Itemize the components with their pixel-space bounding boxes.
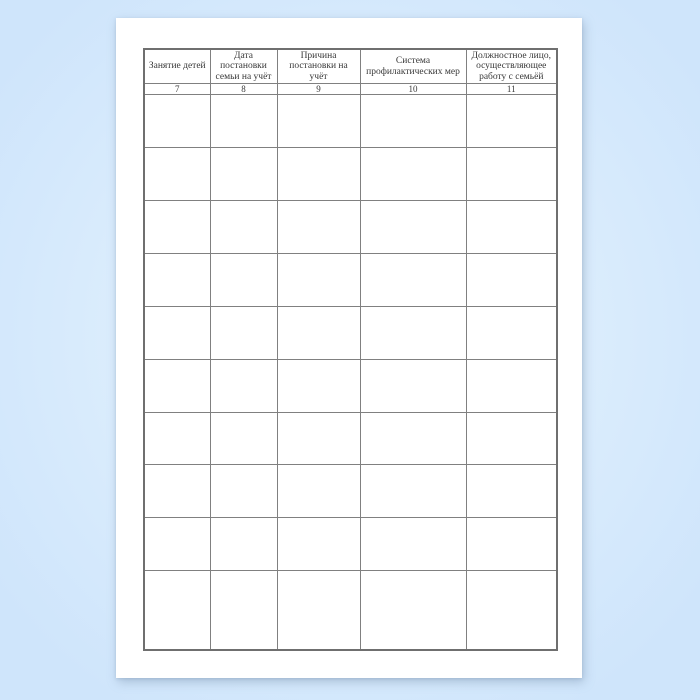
table-cell bbox=[144, 412, 210, 465]
table-cell bbox=[360, 518, 466, 571]
table-cell bbox=[210, 359, 277, 412]
table-cell bbox=[144, 306, 210, 359]
column-number-7: 7 bbox=[144, 84, 210, 95]
table-row bbox=[144, 253, 557, 306]
table-row bbox=[144, 306, 557, 359]
document-page bbox=[116, 18, 582, 678]
table-row bbox=[144, 148, 557, 201]
table-cell bbox=[210, 412, 277, 465]
table-cell bbox=[360, 148, 466, 201]
table-cell bbox=[144, 571, 210, 650]
table-cell bbox=[466, 518, 557, 571]
table-cell bbox=[466, 306, 557, 359]
table-cell bbox=[210, 201, 277, 254]
table-cell bbox=[360, 412, 466, 465]
table-body bbox=[144, 95, 557, 650]
table-cell bbox=[144, 201, 210, 254]
header-row bbox=[144, 49, 557, 84]
table-row bbox=[144, 465, 557, 518]
table-cell bbox=[144, 95, 210, 148]
table-cell bbox=[466, 571, 557, 650]
table-cell bbox=[210, 148, 277, 201]
table-cell bbox=[277, 359, 360, 412]
table-cell bbox=[466, 148, 557, 201]
table-row bbox=[144, 518, 557, 571]
table-cell bbox=[466, 359, 557, 412]
table-row bbox=[144, 201, 557, 254]
table-cell bbox=[277, 306, 360, 359]
table-cell bbox=[210, 306, 277, 359]
table-row bbox=[144, 571, 557, 650]
table-cell bbox=[144, 148, 210, 201]
table-cell bbox=[277, 412, 360, 465]
table-cell bbox=[466, 95, 557, 148]
table-cell bbox=[210, 571, 277, 650]
table-cell bbox=[277, 465, 360, 518]
table-cell bbox=[144, 253, 210, 306]
header-cell-dolzhnostnoe-lico: Должностное лицо, осуществляющее работу с семьёй bbox=[466, 49, 557, 84]
header-cell-zanyatie-detey: Занятие детей bbox=[144, 49, 210, 84]
table-row bbox=[144, 412, 557, 465]
table-cell bbox=[210, 518, 277, 571]
table-cell bbox=[360, 95, 466, 148]
header-cell-sistema-mer: Система профилактических мер bbox=[360, 49, 466, 84]
table-cell bbox=[360, 359, 466, 412]
table-cell bbox=[210, 465, 277, 518]
table-head bbox=[144, 49, 557, 95]
column-number-row bbox=[144, 84, 557, 95]
table-cell bbox=[360, 253, 466, 306]
table-cell bbox=[277, 148, 360, 201]
table-cell bbox=[466, 201, 557, 254]
table-row bbox=[144, 95, 557, 148]
table-cell bbox=[360, 306, 466, 359]
column-number-11: 11 bbox=[466, 84, 557, 95]
table-cell bbox=[144, 359, 210, 412]
registration-table bbox=[143, 48, 558, 651]
column-number-10: 10 bbox=[360, 84, 466, 95]
table-cell bbox=[277, 253, 360, 306]
header-cell-data-postanovki: Дата постановки семьи на учёт bbox=[210, 49, 277, 84]
table-cell bbox=[277, 201, 360, 254]
table-cell bbox=[360, 201, 466, 254]
table-cell bbox=[144, 465, 210, 518]
table-cell bbox=[210, 95, 277, 148]
table-cell bbox=[210, 253, 277, 306]
table-cell bbox=[466, 465, 557, 518]
column-number-9: 9 bbox=[277, 84, 360, 95]
table-row bbox=[144, 359, 557, 412]
table-cell bbox=[360, 571, 466, 650]
header-cell-prichina-postanovki: Причина постановки на учёт bbox=[277, 49, 360, 84]
table-cell bbox=[277, 518, 360, 571]
table-cell bbox=[466, 253, 557, 306]
table-cell bbox=[360, 465, 466, 518]
column-number-8: 8 bbox=[210, 84, 277, 95]
table-cell bbox=[277, 95, 360, 148]
table-cell bbox=[277, 571, 360, 650]
table-cell bbox=[144, 518, 210, 571]
table-cell bbox=[466, 412, 557, 465]
